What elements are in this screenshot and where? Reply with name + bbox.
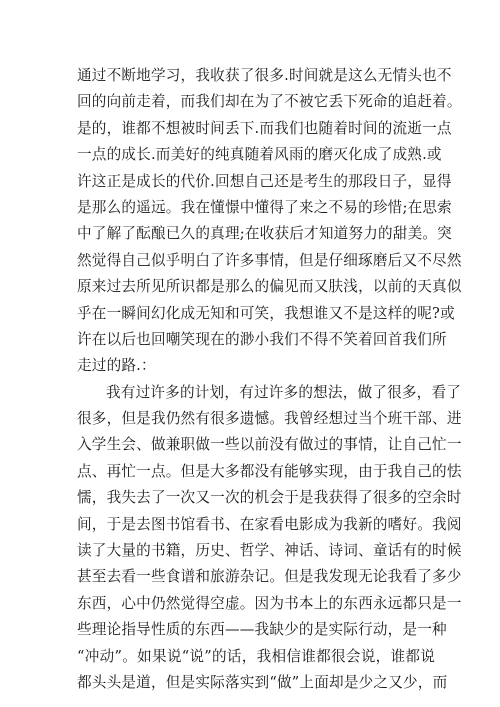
text-line: 点、再忙一点。但是大多都没有能够实现，由于我自己的怯 <box>77 462 462 480</box>
text-line: 然觉得自己似乎明白了许多事情，但是仔细琢磨后又不尽然 <box>77 251 462 269</box>
text-line: 些理论指导性质的东西——我缺少的是实际行动，是一种 <box>77 621 447 639</box>
text-line: 是的，谁都不想被时间丢下.而我们也随着时间的流逝一点 <box>77 119 452 137</box>
paragraph-1 <box>77 63 462 380</box>
text-line: 读了大量的书籍，历史、哲学、神话、诗词、童话有的时候 <box>77 542 462 560</box>
text-line: 回的向前走着，而我们却在为了不被它丢下死命的追赶着。 <box>77 93 462 111</box>
document-body <box>77 63 462 696</box>
text-line: 入学生会、做兼职做一些以前没有做过的事情，让自己忙一 <box>77 436 462 454</box>
text-line: 都头头是道，但是实际落实到“做”上面却是少之又少，而 <box>77 673 448 691</box>
text-line: 很多，但是我仍然有很多遗憾。我曾经想过当个班干部、进 <box>77 410 462 428</box>
text-line: 走过的路.： <box>77 357 156 375</box>
text-line: 一点的成长.而美好的纯真随着风雨的磨灭化成了成熟.或 <box>77 146 442 164</box>
text-line: 间，于是去图书馆看书、在家看电影成为我新的嗜好。我阅 <box>77 515 462 533</box>
text-line: 原来过去所见所识都是那么的偏见而又肤浅，以前的天真似 <box>77 278 462 296</box>
text-line: 我有过许多的计划，有过许多的想法，做了很多，看了 <box>106 383 462 401</box>
text-line: 是那么的遥远。我在懂憬中懂得了来之不易的珍惜;在思索 <box>77 198 452 216</box>
text-line: 乎在一瞬间幻化成无知和可笑，我想谁又不是这样的呢?或 <box>77 304 455 322</box>
text-line: 许这正是成长的代价.回想自己还是考生的那段日子，显得 <box>77 172 452 190</box>
text-line: 懦，我失去了一次又一次的机会于是我获得了很多的空余时 <box>77 489 462 507</box>
text-line: 甚至去看一些食谱和旅游杂记。但是我发现无论我看了多少 <box>77 568 462 586</box>
paragraph-2 <box>77 380 462 697</box>
text-line: “冲动”。如果说“说”的话，我相信谁都很会说，谁都说 <box>77 647 435 665</box>
text-line: 通过不断地学习，我收获了很多.时间就是这么无情头也不 <box>77 67 452 84</box>
text-line: 东西，心中仍然觉得空虚。因为书本上的东西永远都只是一 <box>77 594 462 612</box>
text-line: 中了解了酝酿已久的真理;在收获后才知道努力的甜美。突 <box>77 225 452 243</box>
text-line: 许在以后也回嘲笑现在的渺小我们不得不笑着回首我们所 <box>77 330 447 348</box>
